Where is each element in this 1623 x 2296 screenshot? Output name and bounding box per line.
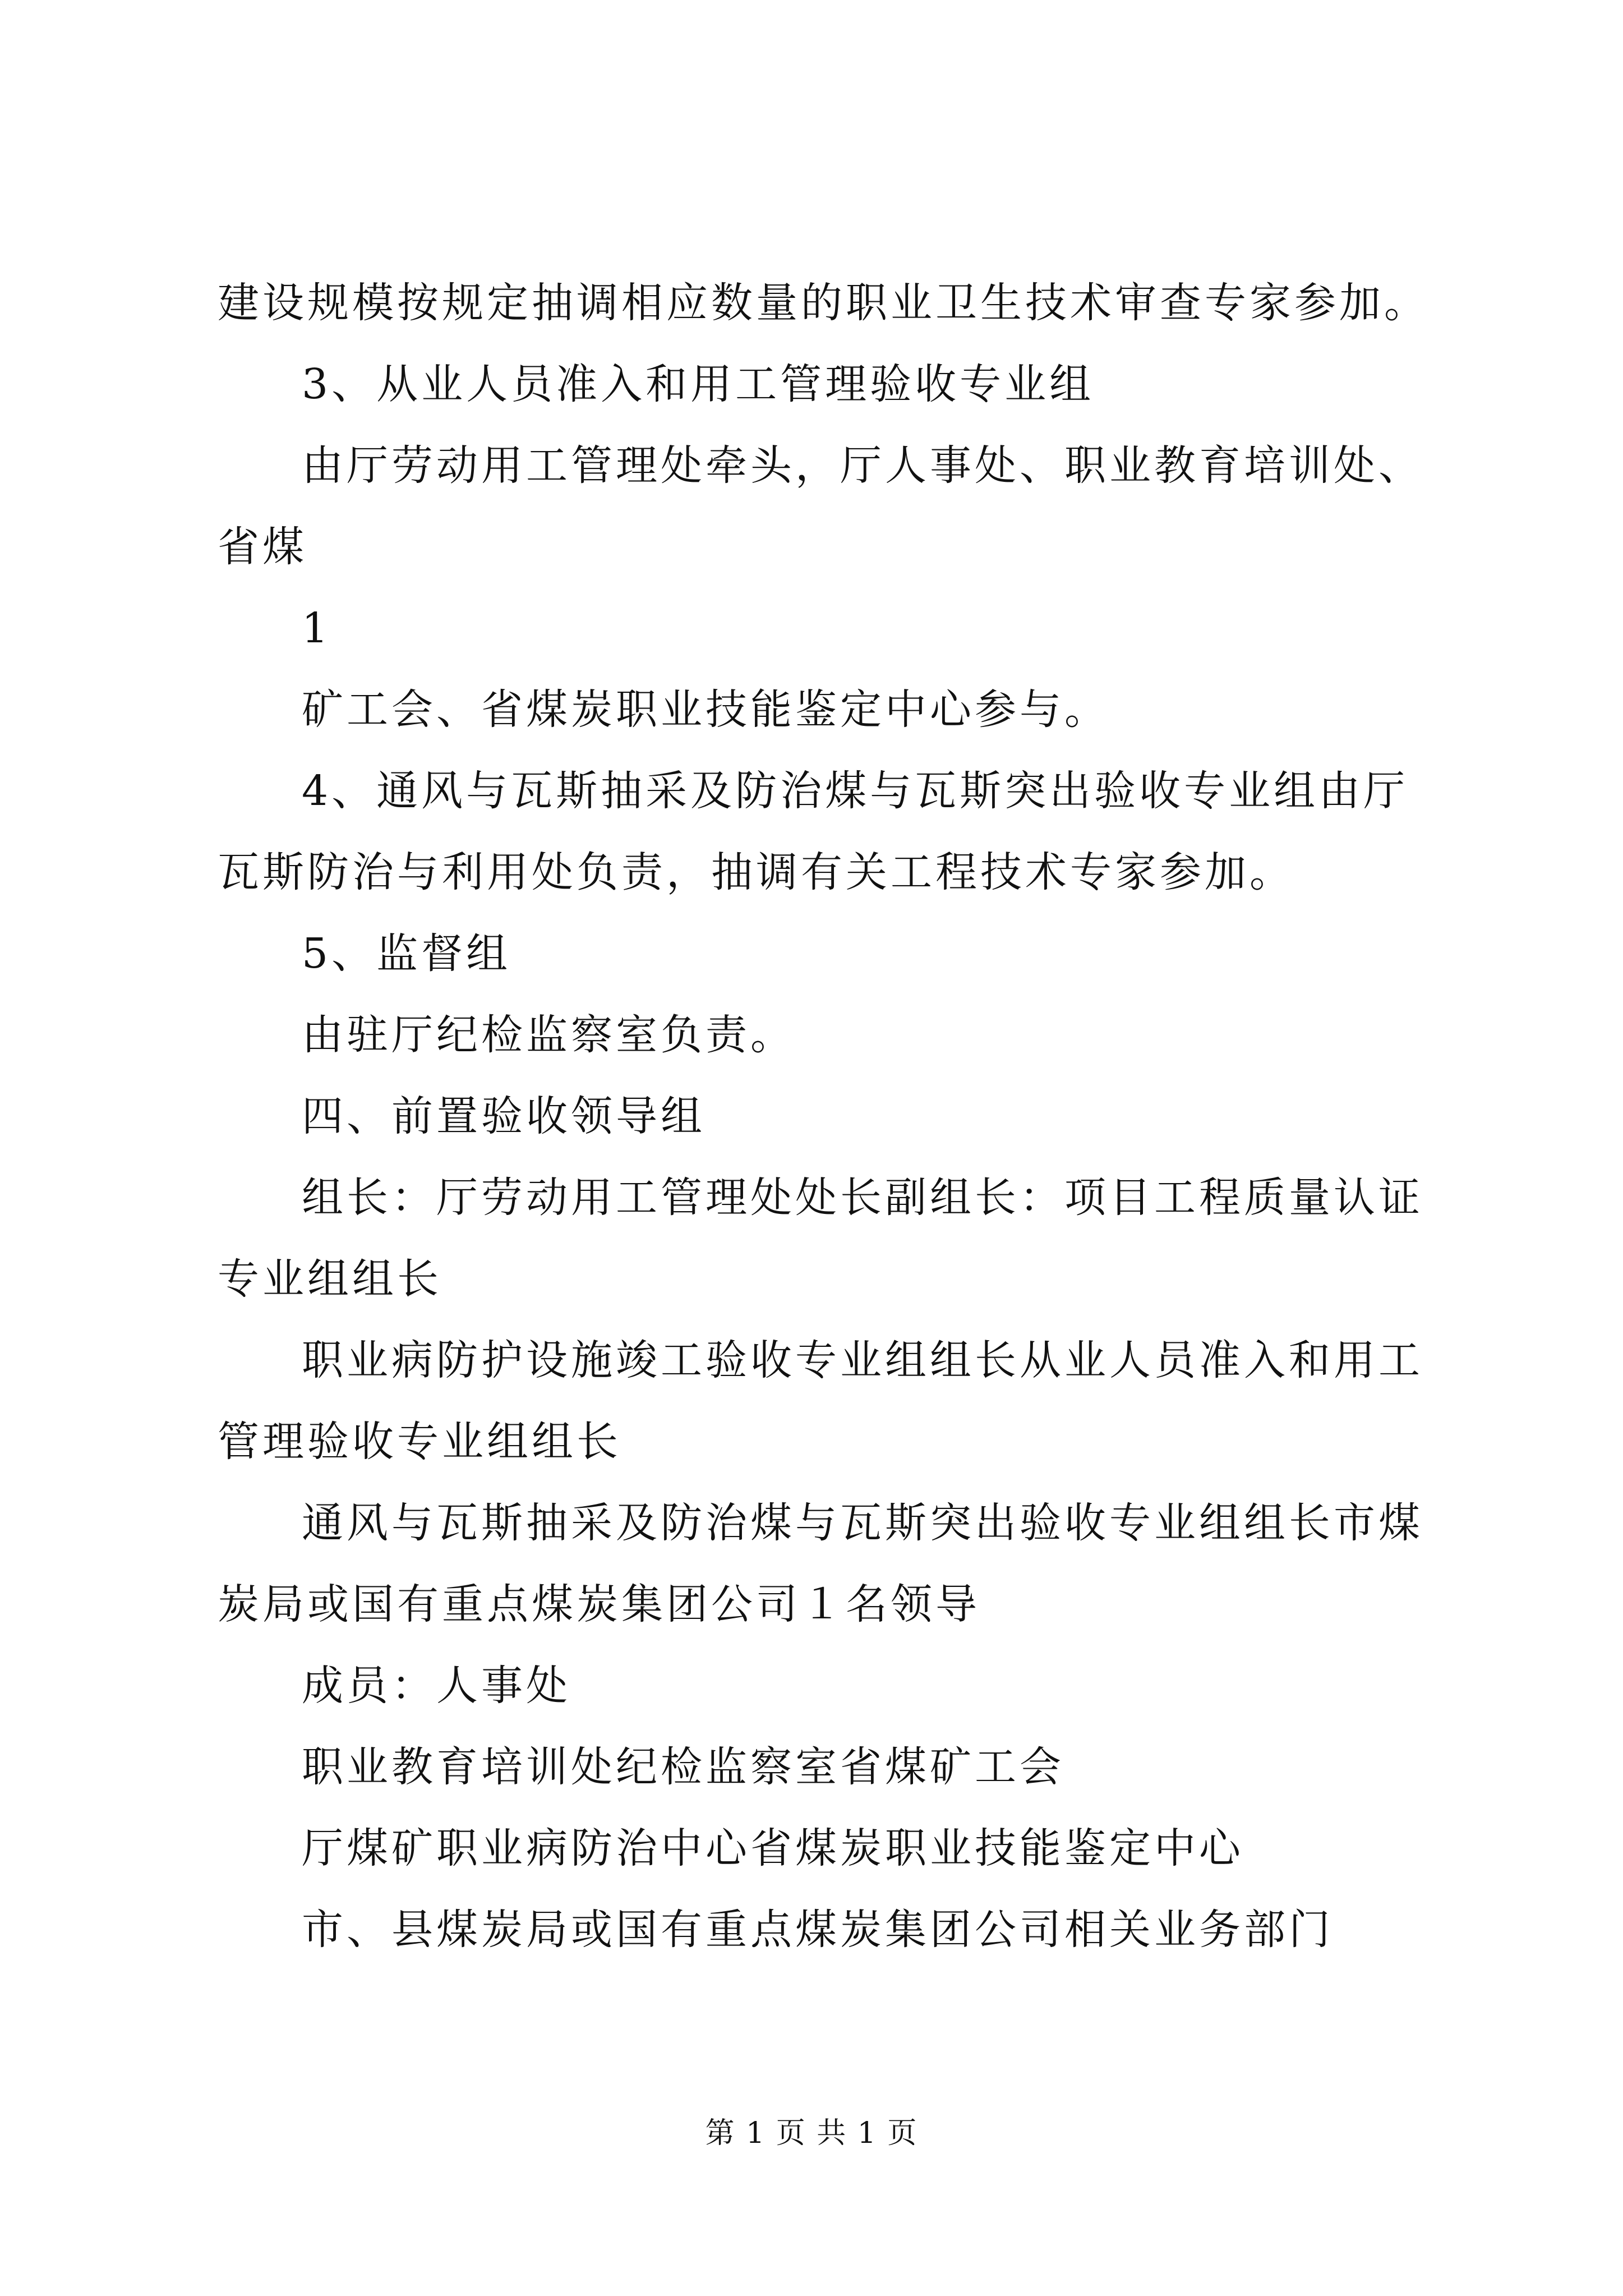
- paragraph: 建设规模按规定抽调相应数量的职业卫生技术审查专家参加。: [218, 279, 1429, 327]
- paragraph: 由厅劳动用工管理处牵头，厅人事处、职业教育培训处、省煤: [218, 441, 1423, 571]
- paragraph: 职业教育培训处纪检监察室省煤矿工会: [302, 1743, 1064, 1791]
- section-heading: 3、从业人员准入和用工管理验收专业组: [302, 360, 1095, 408]
- paragraph: 市、县煤炭局或国有重点煤炭集团公司相关业务部门: [302, 1906, 1334, 1954]
- paragraph: 成员：人事处: [302, 1662, 571, 1710]
- paragraph: 组长：厅劳动用工管理处处长副组长：项目工程质量认证专业组组长: [218, 1174, 1423, 1303]
- page-footer: 第 1 页 共 1 页: [705, 2116, 918, 2150]
- paragraph: 厅煤矿职业病防治中心省煤炭职业技能鉴定中心: [302, 1824, 1244, 1872]
- document-body: [218, 263, 1429, 1971]
- paragraph: 4、通风与瓦斯抽采及防治煤与瓦斯突出验收专业组由厅瓦斯防治与利用处负责，抽调有关工程技术专家参加。: [218, 767, 1409, 896]
- paragraph: 由驻厅纪检监察室负责。: [302, 1011, 795, 1059]
- section-heading: 5、监督组: [302, 930, 511, 978]
- page-break-number: 1: [302, 604, 332, 652]
- paragraph: 通风与瓦斯抽采及防治煤与瓦斯突出验收专业组组长市煤炭局或国有重点煤炭集团公司１名领导: [218, 1499, 1423, 1628]
- section-heading: 四、前置验收领导组: [302, 1092, 706, 1140]
- paragraph: 矿工会、省煤炭职业技能鉴定中心参与。: [302, 685, 1109, 734]
- paragraph: 职业病防护设施竣工验收专业组组长从业人员准入和用工管理验收专业组组长: [218, 1336, 1423, 1466]
